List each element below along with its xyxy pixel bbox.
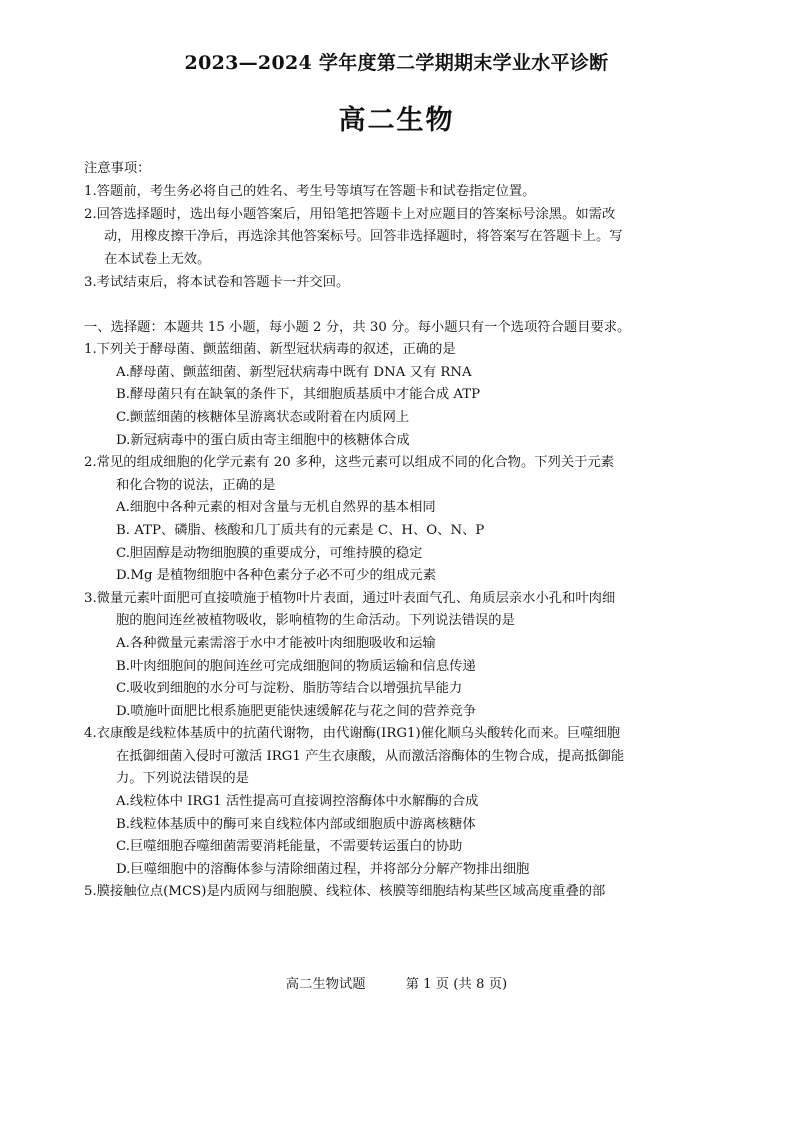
notice-item: 3.考试结束后，将本试卷和答题卡一并交回。 xyxy=(84,275,350,290)
question-stem-cont: 力。下列说法错误的是 xyxy=(116,771,249,786)
question-option: D.喷施叶面肥比根系施肥更能快速缓解花与花之间的营养竞争 xyxy=(116,704,477,719)
question-option: D.巨噬细胞中的溶酶体参与清除细菌过程，并将部分分解产物排出细胞 xyxy=(116,862,530,877)
notice-item: 2.回答选择题时，选出每小题答案后，用铅笔把答题卡上对应题目的答案标号涂黑。如需改 xyxy=(84,207,616,222)
question-stem: 2.常见的组成细胞的化学元素有 20 多种，这些元素可以组成不同的化合物。下列关于元素 xyxy=(84,455,615,470)
question-option: A.各种微量元素需溶于水中才能被叶肉细胞吸收和运输 xyxy=(116,636,436,651)
question-option: C.颤蓝细菌的核糖体呈游离状态或附着在内质网上 xyxy=(116,410,410,425)
footer-paper-name: 高二生物试题 xyxy=(285,977,366,992)
notice-item-cont: 动，用橡皮擦干净后，再选涂其他答案标号。回答非选择题时，将答案写在答题卡上。写 xyxy=(104,229,623,244)
question-option: C.巨噬细胞吞噬细菌需要消耗能量，不需要转运蛋白的协助 xyxy=(116,839,463,854)
page-footer xyxy=(0,973,793,992)
question-stem-cont: 胞的胞间连丝被植物吸收，影响植物的生命活动。下列说法错误的是 xyxy=(116,613,515,628)
question-option: D.新冠病毒中的蛋白质由寄主细胞中的核糖体合成 xyxy=(116,433,410,448)
question-option: B.叶肉细胞间的胞间连丝可完成细胞间的物质运输和信息传递 xyxy=(116,659,476,674)
question-stem: 1.下列关于酵母菌、颤蓝细菌、新型冠状病毒的叙述，正确的是 xyxy=(84,342,456,357)
question-stem-cont: 在抵御细菌入侵时可激活 IRG1 产生衣康酸，从而激活溶酶体的生物合成，提高抵御能 xyxy=(116,749,625,764)
question-option: A.细胞中各种元素的相对含量与无机自然界的基本相同 xyxy=(116,500,436,515)
section-heading: 一、选择题：本题共 15 小题，每小题 2 分，共 30 分。每小题只有一个选项符合题目要求。 xyxy=(84,320,631,335)
subject-title: 高二生物 xyxy=(338,105,455,136)
exam-title: 2023—2024 学年度第二学期期末学业水平诊断 xyxy=(184,52,609,74)
question-stem: 3.微量元素叶面肥可直接喷施于植物叶片表面，通过叶表面气孔、角质层亲水小孔和叶肉细 xyxy=(84,591,616,606)
question-option: D.Mg 是植物细胞中各种色素分子必不可少的组成元素 xyxy=(116,568,437,583)
notice-item-cont: 在本试卷上无效。 xyxy=(104,252,211,267)
notice-heading: 注意事项： xyxy=(84,161,151,176)
question-option: B. ATP、磷脂、核酸和几丁质共有的元素是 C、H、O、N、P xyxy=(116,523,485,538)
question-stem: 4.衣康酸是线粒体基质中的抗菌代谢物，由代谢酶(IRG1)催化顺乌头酸转化而来。巨噬细胞 xyxy=(84,726,621,741)
question-option: C.胆固醇是动物细胞膜的重要成分，可维持膜的稳定 xyxy=(116,546,423,561)
question-option: B.酵母菌只有在缺氧的条件下，其细胞质基质中才能合成 ATP xyxy=(116,387,481,402)
question-stem-cont: 和化合物的说法，正确的是 xyxy=(116,478,276,493)
footer-page-number: 第 1 页 (共 8 页) xyxy=(405,977,508,992)
question-stem: 5.膜接触位点(MCS)是内质网与细胞膜、线粒体、核膜等细胞结构某些区域高度重叠的部 xyxy=(84,884,606,899)
question-option: A.线粒体中 IRG1 活性提高可直接调控溶酶体中水解酶的合成 xyxy=(116,794,479,809)
question-option: B.线粒体基质中的酶可来自线粒体内部或细胞质中游离核糖体 xyxy=(116,817,476,832)
question-option: C.吸收到细胞的水分可与淀粉、脂肪等结合以增强抗旱能力 xyxy=(116,681,463,696)
notice-item: 1.答题前，考生务必将自己的姓名、考生号等填写在答题卡和试卷指定位置。 xyxy=(84,184,536,199)
question-option: A.酵母菌、颤蓝细菌、新型冠状病毒中既有 DNA 又有 RNA xyxy=(116,365,472,380)
